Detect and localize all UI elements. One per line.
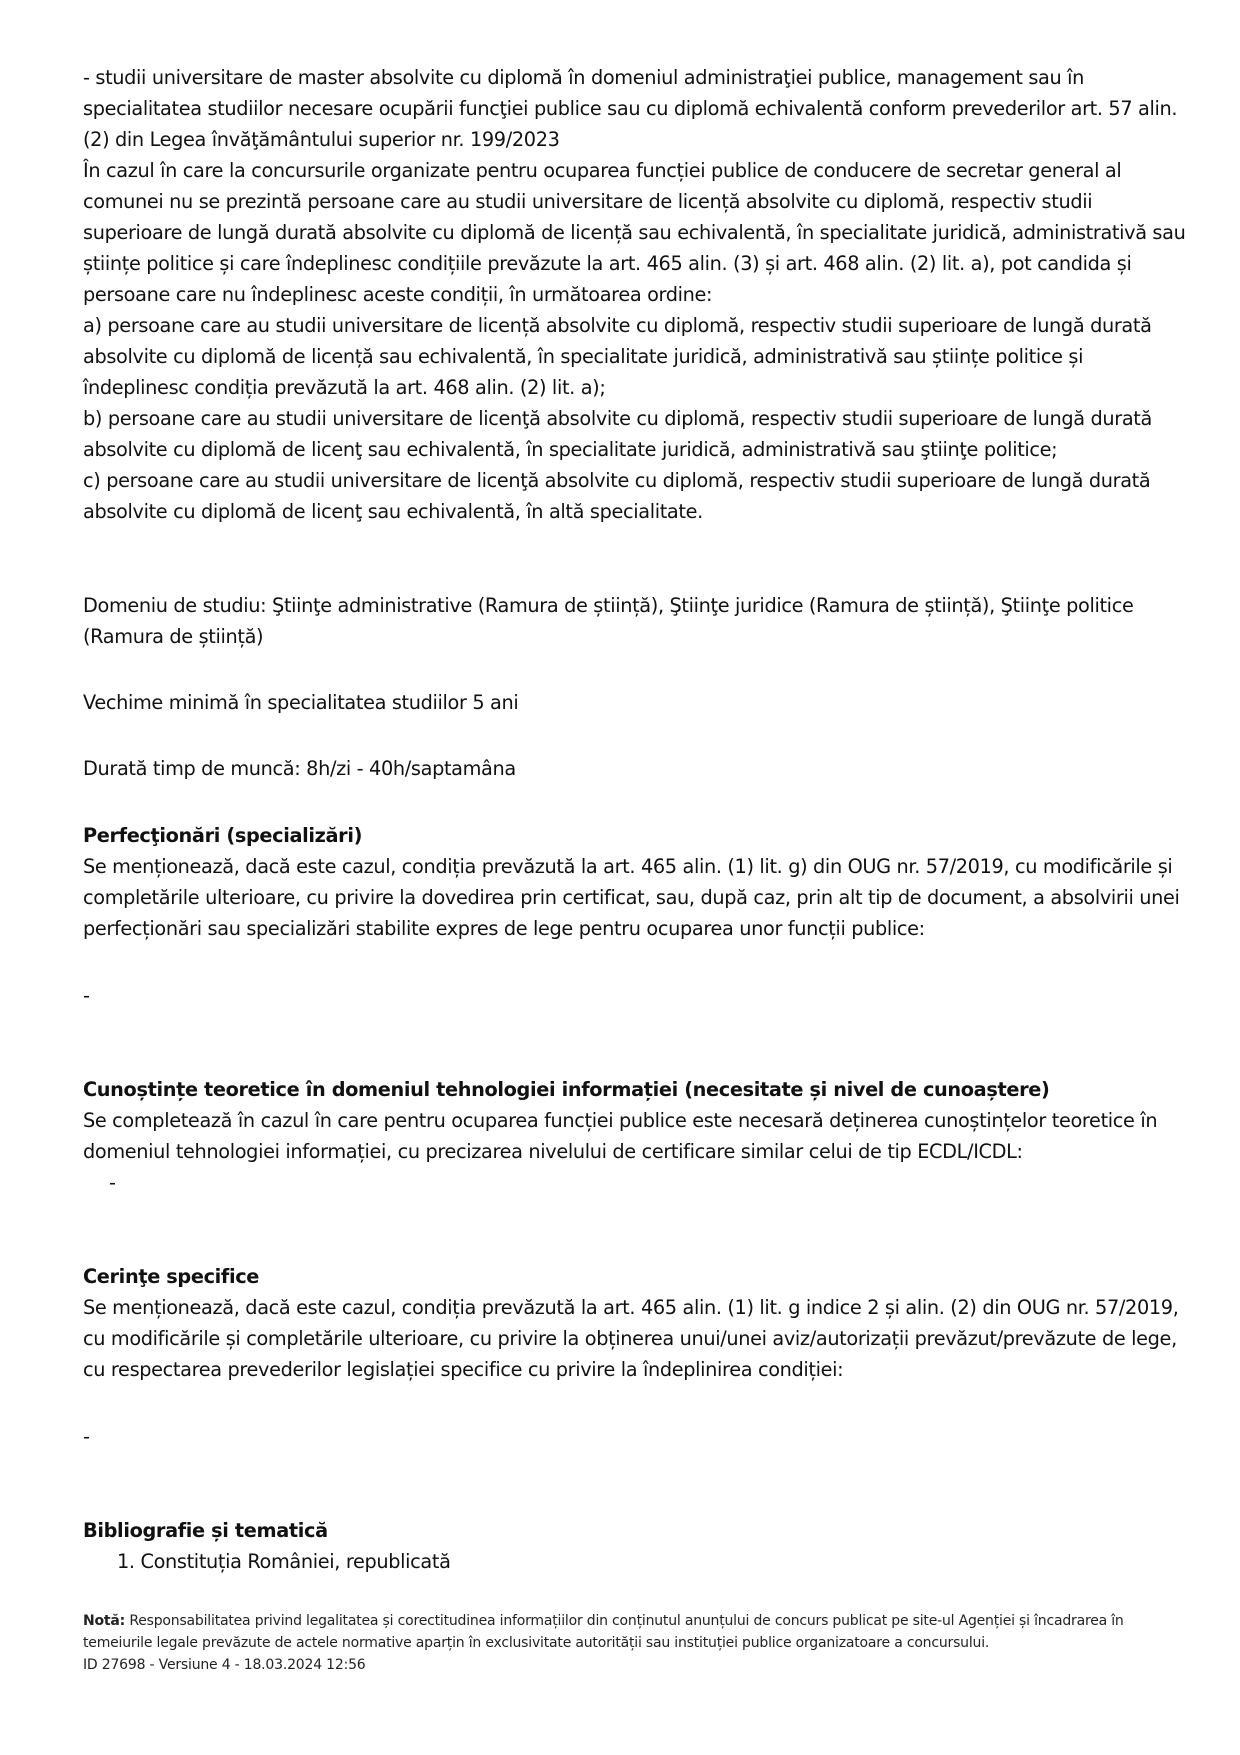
footer-note-label: Notă:: [83, 1613, 126, 1629]
spacer: [83, 718, 1193, 753]
spacer: [83, 527, 1193, 590]
specific-requirements-section: [83, 1261, 1193, 1452]
specific-requirements-value: -: [83, 1425, 90, 1448]
specific-requirements-heading: Cerinţe specifice: [83, 1265, 260, 1288]
page-footer: [83, 1610, 1193, 1676]
training-text: Se menționează, dacă este cazul, condiția prevăzută la art. 465 alin. (1) lit. g) din OUG nr. 57/2019, cu modificările și completările ulterioare, cu privire la dovedirea prin certificat, sau, după caz, prin alt tip de document, a absolvirii unei perfecționări sau specializări stabilite expres de lege pentru ocuparea unor funcții publice:: [83, 855, 1180, 940]
bibliography-item: 1. Constituția României, republicată: [117, 1550, 451, 1573]
work-time: Durată timp de muncă: 8h/zi - 40h/saptamâna: [83, 757, 516, 780]
spacer: [83, 944, 1193, 980]
footer-note-text: Responsabilitatea privind legalitatea și corectitudinea informațiilor din conținutul anunțului de concurs publicat pe site-ul Agenției și încadrarea în temeiurile legale prevăzute de actele normative aparțin în exclusivitate autorității sau instituției publice organizatoare a concursului.: [83, 1613, 1124, 1651]
intro-exception-paragraph: În cazul în care la concursurile organizate pentru ocuparea funcției publice de conducere de secretar general al comunei nu se prezintă persoane care au studii universitare de licență absolvite cu diplomă, respectiv studii superioare de lungă durată absolvite cu diplomă de licență sau echivalentă, în specialitate juridică, administrativă sau științe politice și care îndeplinesc condițiile prevăzute la art. 465 alin. (3) și art. 468 alin. (2) lit. a), pot candida și persoane care nu îndeplinesc aceste condiții, în următoarea ordine:: [83, 159, 1186, 306]
intro-option-c: c) persoane care au studii universitare de licenţă absolvite cu diplomă, respectiv studii superioare de lungă durată absolvite cu diplomă de licenţ sau echivalentă, în altă specialitate.: [83, 469, 1151, 523]
domain-of-study: Domeniu de studiu: Ştiinţe administrative (Ramura de știință), Ştiinţe juridice (Ramura de știință), Ştiinţe politice (Ramura de știință): [83, 594, 1134, 648]
footer-note: [83, 1610, 1193, 1654]
it-knowledge-section: [83, 1074, 1193, 1198]
spacer: [83, 1452, 1193, 1515]
it-knowledge-value: -: [109, 1171, 116, 1194]
intro-option-a: a) persoane care au studii universitare de licență absolvite cu diplomă, respectiv studii superioare de lungă durată absolvite cu diplomă de licență sau echivalentă, în specialitate juridică, administrativă sau științe politice și îndeplinesc condiția prevăzută la art. 468 alin. (2) lit. a);: [83, 314, 1152, 399]
bibliography-heading: Bibliografie și tematică: [83, 1519, 328, 1542]
specific-requirements-text: Se menționează, dacă este cazul, condiția prevăzută la art. 465 alin. (1) lit. g indice 2 și alin. (2) din OUG nr. 57/2019, cu modificările și completările ulterioare, cu privire la obținerea unui/unei aviz/autorizații prevăzut/prevăzute de lege, cu respectarea prevederilor legislației specifice cu privire la îndeplinirea condiției:: [83, 1296, 1179, 1381]
training-value: -: [83, 984, 90, 1007]
it-knowledge-heading: Cunoștințe teoretice în domeniul tehnologiei informației (necesitate și nivel de cunoaștere): [83, 1078, 1050, 1101]
spacer: [83, 1198, 1193, 1261]
seniority: Vechime minimă în specialitatea studiilor 5 ani: [83, 691, 519, 714]
intro-master-studies: - studii universitare de master absolvite cu diplomă în domeniul administraţiei publice, management sau în specialitatea studiilor necesare ocupării funcţiei publice sau cu diplomă echivalentă conform prevederilor art. 57 alin. (2) din Legea învăţământului superior nr. 199/2023: [83, 66, 1178, 151]
spacer: [83, 1385, 1193, 1421]
spacer: [83, 1011, 1193, 1074]
spacer: [83, 784, 1193, 820]
footer-id-line: ID 27698 - Versiune 4 - 18.03.2024 12:56: [83, 1657, 366, 1673]
it-knowledge-text: Se completează în cazul în care pentru ocuparea funcției publice este necesară deținerea cunoștințelor teoretice în domeniul tehnologiei informației, cu precizarea nivelului de certificare similar celui de tip ECDL/ICDL:: [83, 1109, 1158, 1163]
bibliography-section: [83, 1515, 1193, 1577]
spacer: [83, 652, 1193, 687]
training-section: [83, 820, 1193, 1011]
document-body: [83, 62, 1193, 1577]
intro-option-b: b) persoane care au studii universitare de licenţă absolvite cu diplomă, respectiv studii superioare de lungă durată absolvite cu diplomă de licenţ sau echivalentă, în specialitate juridică, administrativă sau ştiinţe politice;: [83, 407, 1152, 461]
training-heading: Perfecţionări (specializări): [83, 824, 363, 847]
